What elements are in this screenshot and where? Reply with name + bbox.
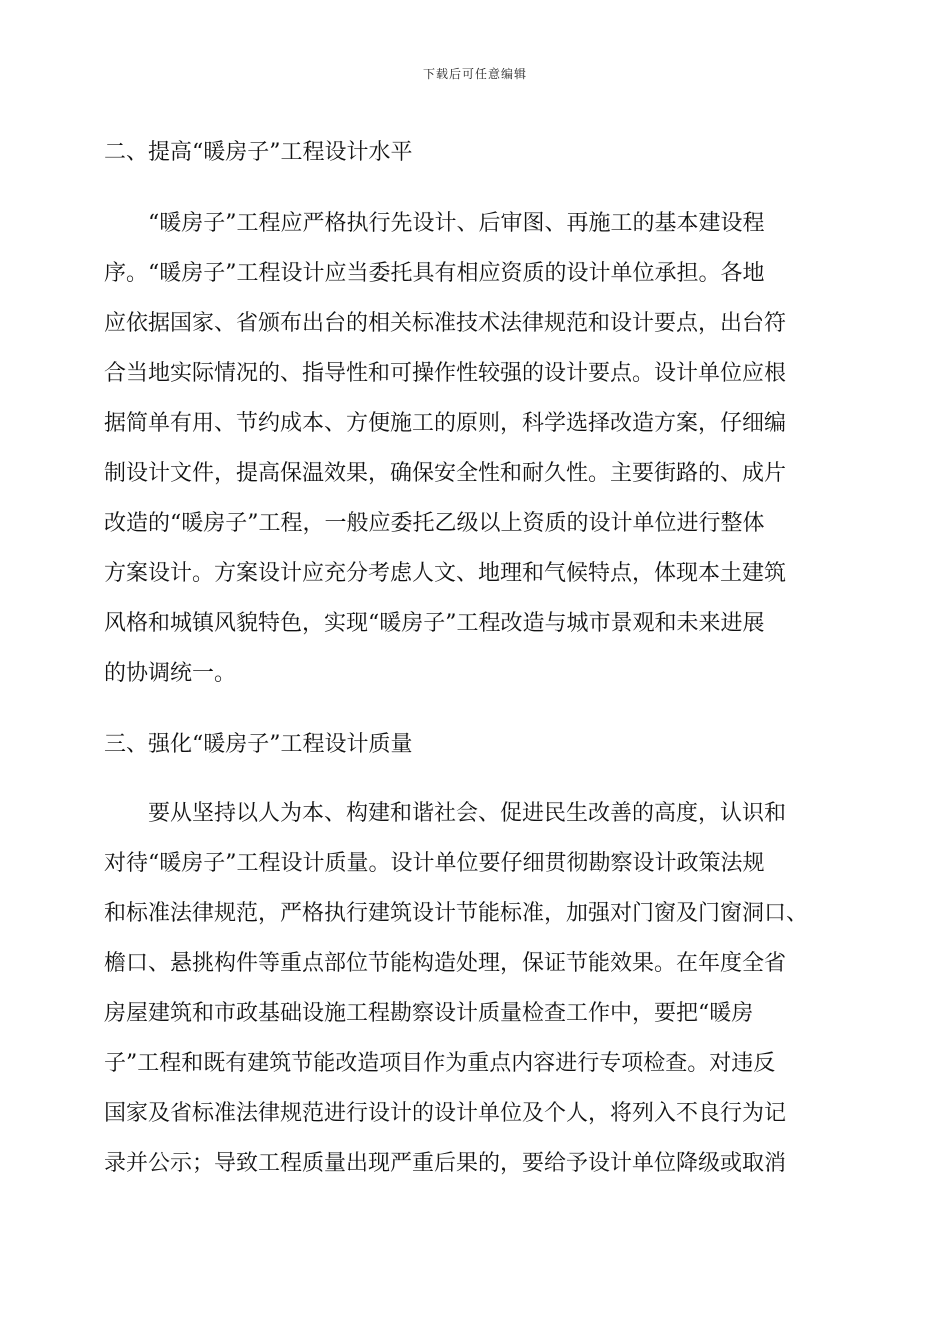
paragraph-line: 檐口、悬挑构件等重点部位节能构造处理，保证节能效果。在年度全省 [104, 951, 787, 976]
section-heading-3: 三、强化“暖房子”工程设计质量 [104, 732, 413, 757]
paragraph-line: 国家及省标准法律规范进行设计的设计单位及个人，将列入不良行为记 [104, 1101, 787, 1126]
paragraph-line: 房屋建筑和市政基础设施工程勘察设计质量检查工作中，要把“暖房 [104, 1001, 754, 1026]
paragraph-line: 合当地实际情况的、指导性和可操作性较强的设计要点。设计单位应根 [104, 361, 787, 386]
paragraph-line: 和标准法律规范，严格执行建筑设计节能标准，加强对门窗及门窗洞口、 [104, 901, 809, 926]
paragraph-line: 的协调统一。 [104, 661, 237, 686]
paragraph-line: 序。“暖房子”工程设计应当委托具有相应资质的设计单位承担。各地 [104, 261, 765, 286]
section-heading-2: 二、提高“暖房子”工程设计水平 [104, 140, 413, 165]
paragraph-line: 录并公示；导致工程质量出现严重后果的，要给予设计单位降级或取消 [104, 1151, 787, 1176]
header-note: 下载后可任意编辑 [422, 67, 527, 81]
paragraph-line: 要从坚持以人为本、构建和谐社会、促进民生改善的高度，认识和 [104, 801, 787, 826]
paragraph-line: 对待“暖房子”工程设计质量。设计单位要仔细贯彻勘察设计政策法规 [104, 851, 765, 876]
paragraph-line: 应依据国家、省颁布出台的相关标准技术法律规范和设计要点，出台符 [104, 311, 787, 336]
paragraph-line: 风格和城镇风貌特色，实现“暖房子”工程改造与城市景观和未来进展 [104, 611, 765, 636]
paragraph-line: 改造的“暖房子”工程，一般应委托乙级以上资质的设计单位进行整体 [104, 511, 765, 536]
paragraph-line: 方案设计。方案设计应充分考虑人文、地理和气候特点，体现本土建筑 [104, 561, 787, 586]
paragraph-line: “暖房子”工程应严格执行先设计、后审图、再施工的基本建设程 [104, 211, 765, 236]
section-3-paragraph [104, 789, 864, 1189]
section-2-paragraph [104, 199, 864, 699]
paragraph-line: 子”工程和既有建筑节能改造项目作为重点内容进行专项检查。对违反 [104, 1051, 776, 1076]
paragraph-line: 据简单有用、节约成本、方便施工的原则，科学选择改造方案，仔细编 [104, 411, 787, 436]
paragraph-line: 制设计文件，提高保温效果，确保安全性和耐久性。主要街路的、成片 [104, 461, 787, 486]
